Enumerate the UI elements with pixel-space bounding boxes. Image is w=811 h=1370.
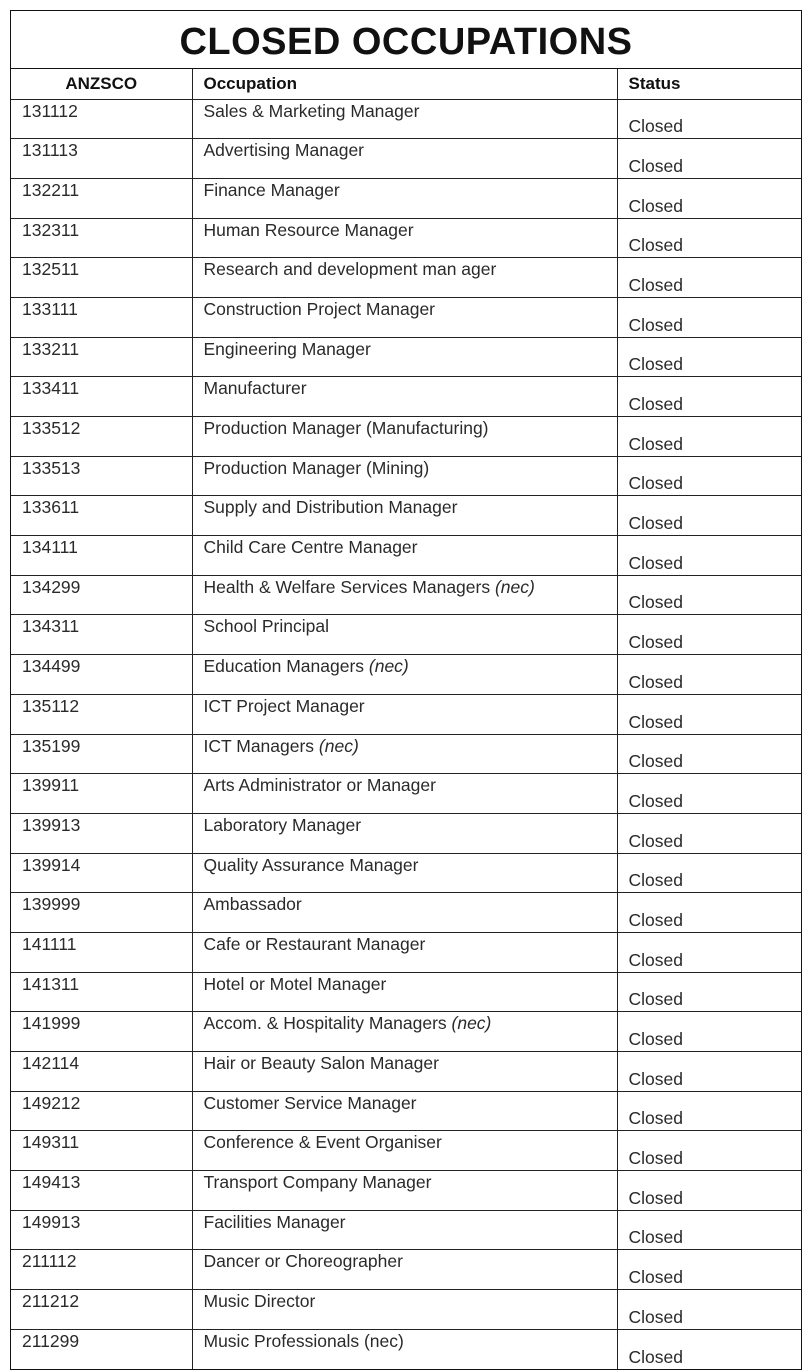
anzsco-code-cell: 134311: [11, 615, 192, 655]
table-row: [11, 258, 801, 298]
occupation-cell: [192, 932, 617, 972]
table-row: [11, 139, 801, 179]
anzsco-code-cell: 135199: [11, 734, 192, 774]
table-row: [11, 1210, 801, 1250]
table-row: [11, 893, 801, 933]
status-cell: Closed: [617, 337, 801, 377]
occupation-name: Education Managers: [203, 656, 369, 677]
occupation-cell: [192, 536, 617, 576]
occupation-name: Hotel or Motel Manager: [203, 973, 387, 994]
occupation-name: Dancer or Choreographer: [203, 1251, 403, 1272]
occupation-name: Human Resource Manager: [203, 219, 414, 240]
status-cell: Closed: [617, 297, 801, 337]
occupation-cell: [192, 694, 617, 734]
table-row: [11, 496, 801, 536]
occupation-cell: [192, 139, 617, 179]
occupation-cell: [192, 575, 617, 615]
anzsco-code-cell: 141111: [11, 932, 192, 972]
occupation-cell: [192, 615, 617, 655]
anzsco-code-cell: 132511: [11, 258, 192, 298]
occupation-cell: [192, 813, 617, 853]
anzsco-code-cell: 133513: [11, 456, 192, 496]
status-cell: Closed: [617, 1329, 801, 1369]
status-cell: Closed: [617, 536, 801, 576]
column-header-occupation: Occupation: [192, 69, 617, 99]
occupation-name: Music Professionals (nec): [203, 1330, 404, 1351]
table-row: [11, 853, 801, 893]
anzsco-code-cell: 133111: [11, 297, 192, 337]
occupation-name: Laboratory Manager: [203, 814, 362, 835]
occupation-cell: [192, 734, 617, 774]
table-row: [11, 218, 801, 258]
anzsco-code-cell: 132211: [11, 178, 192, 218]
status-cell: Closed: [617, 1131, 801, 1171]
occupation-cell: [192, 258, 617, 298]
table-row: [11, 1012, 801, 1052]
table-row: [11, 1250, 801, 1290]
occupation-cell: [192, 1171, 617, 1211]
occupation-cell: [192, 456, 617, 496]
page-title: CLOSED OCCUPATIONS: [11, 11, 801, 69]
anzsco-code-cell: 133411: [11, 377, 192, 417]
anzsco-code-cell: 149311: [11, 1131, 192, 1171]
occupation-cell: [192, 1091, 617, 1131]
occupation-cell: [192, 893, 617, 933]
anzsco-code-cell: 141999: [11, 1012, 192, 1052]
column-header-anzsco: ANZSCO: [11, 69, 192, 99]
anzsco-code-cell: 149913: [11, 1210, 192, 1250]
status-cell: Closed: [617, 774, 801, 814]
occupation-name: Transport Company Manager: [203, 1172, 432, 1193]
table-row: [11, 972, 801, 1012]
occupation-cell: [192, 774, 617, 814]
table-header-row: [11, 69, 801, 99]
occupation-name: ICT Managers: [203, 735, 319, 756]
table-row: [11, 337, 801, 377]
status-cell: Closed: [617, 734, 801, 774]
closed-occupations-document: [10, 10, 802, 1370]
anzsco-code-cell: 149212: [11, 1091, 192, 1131]
occupation-cell: [192, 1290, 617, 1330]
status-cell: Closed: [617, 932, 801, 972]
status-cell: Closed: [617, 456, 801, 496]
status-cell: Closed: [617, 139, 801, 179]
occupation-nec-note: (nec): [318, 735, 359, 756]
anzsco-code-cell: 133611: [11, 496, 192, 536]
status-cell: Closed: [617, 972, 801, 1012]
occupation-cell: [192, 178, 617, 218]
occupation-cell: [192, 1131, 617, 1171]
occupation-name: Child Care Centre Manager: [203, 537, 418, 558]
table-row: [11, 1131, 801, 1171]
table-row: [11, 297, 801, 337]
status-cell: Closed: [617, 496, 801, 536]
anzsco-code-cell: 142114: [11, 1052, 192, 1092]
occupation-name: Construction Project Manager: [203, 298, 435, 319]
anzsco-code-cell: 131112: [11, 99, 192, 139]
status-cell: Closed: [617, 258, 801, 298]
table-row: [11, 536, 801, 576]
status-cell: Closed: [617, 1052, 801, 1092]
occupation-cell: [192, 99, 617, 139]
table-row: [11, 774, 801, 814]
table-row: [11, 1329, 801, 1369]
occupation-name: Health & Welfare Services Managers: [203, 576, 495, 597]
anzsco-code-cell: 134299: [11, 575, 192, 615]
occupation-cell: [192, 297, 617, 337]
table-row: [11, 377, 801, 417]
table-row: [11, 1290, 801, 1330]
anzsco-code-cell: 139914: [11, 853, 192, 893]
status-cell: Closed: [617, 377, 801, 417]
occupation-cell: [192, 1250, 617, 1290]
occupation-cell: [192, 417, 617, 457]
occupation-name: Customer Service Manager: [203, 1092, 417, 1113]
occupation-name: Quality Assurance Manager: [203, 854, 419, 875]
table-row: [11, 655, 801, 695]
anzsco-code-cell: 132311: [11, 218, 192, 258]
table-row: [11, 178, 801, 218]
table-body: [11, 99, 801, 1369]
occupations-table: [11, 69, 801, 1369]
occupation-name: Finance Manager: [203, 179, 340, 200]
occupation-name: Accom. & Hospitality Managers: [203, 1013, 452, 1034]
table-row: [11, 694, 801, 734]
status-cell: Closed: [617, 575, 801, 615]
anzsco-code-cell: 139999: [11, 893, 192, 933]
status-cell: Closed: [617, 218, 801, 258]
anzsco-code-cell: 211299: [11, 1329, 192, 1369]
anzsco-code-cell: 211212: [11, 1290, 192, 1330]
occupation-cell: [192, 1329, 617, 1369]
anzsco-code-cell: 134111: [11, 536, 192, 576]
occupation-name: Facilities Manager: [203, 1211, 346, 1232]
table-row: [11, 575, 801, 615]
status-cell: Closed: [617, 1091, 801, 1131]
anzsco-code-cell: 133211: [11, 337, 192, 377]
status-cell: Closed: [617, 694, 801, 734]
occupation-name: ICT Project Manager: [203, 695, 365, 716]
occupation-name: Arts Administrator or Manager: [203, 775, 436, 796]
anzsco-code-cell: 139913: [11, 813, 192, 853]
occupation-name: Engineering Manager: [203, 338, 371, 359]
occupation-cell: [192, 1012, 617, 1052]
occupation-nec-note: (nec): [451, 1013, 492, 1034]
status-cell: Closed: [617, 655, 801, 695]
table-row: [11, 1171, 801, 1211]
status-cell: Closed: [617, 417, 801, 457]
occupation-cell: [192, 1210, 617, 1250]
occupation-nec-note: (nec): [494, 576, 535, 597]
anzsco-code-cell: 134499: [11, 655, 192, 695]
status-cell: Closed: [617, 1290, 801, 1330]
occupation-name: Sales & Marketing Manager: [203, 100, 420, 121]
occupation-name: Advertising Manager: [203, 140, 364, 161]
occupation-name: Supply and Distribution Manager: [203, 497, 458, 518]
occupation-name: Production Manager (Manufacturing): [203, 418, 489, 438]
anzsco-code-cell: 131113: [11, 139, 192, 179]
occupation-cell: [192, 377, 617, 417]
status-cell: Closed: [617, 615, 801, 655]
occupation-name: Music Director: [203, 1291, 316, 1312]
table-row: [11, 456, 801, 496]
anzsco-code-cell: 211112: [11, 1250, 192, 1290]
status-cell: Closed: [617, 178, 801, 218]
table-row: [11, 813, 801, 853]
occupation-name: School Principal: [203, 616, 329, 637]
occupation-cell: [192, 972, 617, 1012]
table-row: [11, 1091, 801, 1131]
column-header-status: Status: [617, 69, 801, 99]
table-row: [11, 734, 801, 774]
occupation-cell: [192, 337, 617, 377]
table-row: [11, 1052, 801, 1092]
anzsco-code-cell: 149413: [11, 1171, 192, 1211]
status-cell: Closed: [617, 1210, 801, 1250]
table-row: [11, 417, 801, 457]
occupation-cell: [192, 655, 617, 695]
occupation-cell: [192, 496, 617, 536]
table-row: [11, 932, 801, 972]
occupation-name: Production Manager (Mining): [203, 457, 430, 478]
occupation-cell: [192, 218, 617, 258]
occupation-cell: [192, 1052, 617, 1092]
occupation-name: Conference & Event Organiser: [203, 1132, 442, 1153]
table-row: [11, 99, 801, 139]
occupation-name: Cafe or Restaurant Manager: [203, 933, 426, 954]
status-cell: Closed: [617, 1171, 801, 1211]
occupation-cell: [192, 853, 617, 893]
occupation-name: Ambassador: [203, 894, 302, 915]
table-row: [11, 615, 801, 655]
anzsco-code-cell: 135112: [11, 694, 192, 734]
anzsco-code-cell: 133512: [11, 417, 192, 457]
status-cell: Closed: [617, 813, 801, 853]
status-cell: Closed: [617, 1012, 801, 1052]
occupation-name: Hair or Beauty Salon Manager: [203, 1053, 439, 1073]
occupation-name: Research and development man ager: [203, 259, 497, 280]
occupation-nec-note: (nec): [368, 656, 409, 677]
status-cell: Closed: [617, 1250, 801, 1290]
occupation-name: Manufacturer: [203, 378, 307, 399]
anzsco-code-cell: 139911: [11, 774, 192, 814]
status-cell: Closed: [617, 893, 801, 933]
anzsco-code-cell: 141311: [11, 972, 192, 1012]
status-cell: Closed: [617, 99, 801, 139]
status-cell: Closed: [617, 853, 801, 893]
